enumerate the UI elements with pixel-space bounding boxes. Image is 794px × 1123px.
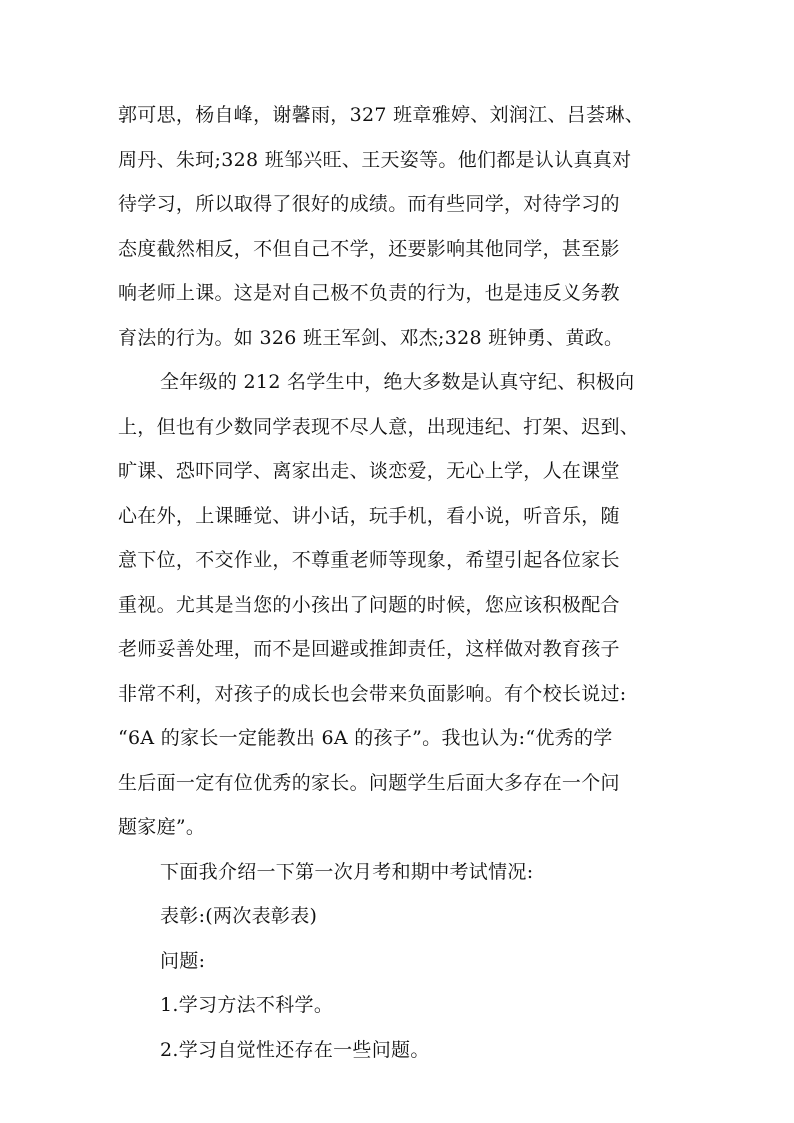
paragraph-grade-overview [118, 360, 688, 850]
text-line: 上，但也有少数同学表现不尽人意，出现违纪、打架、迟到、 [118, 415, 640, 438]
text-line: 育法的行为。如 326 班王军剑、邓杰;328 班钟勇、黄政。 [118, 326, 624, 349]
text-line: 响老师上课。这是对自己极不负责的行为，也是违反义务教 [118, 282, 620, 304]
text-line: 郭可思，杨自峰，谢馨雨，327 班章雅婷、刘润江、吕荟琳、 [118, 104, 645, 126]
text-line: 表彰:(两次表彰表) [160, 905, 318, 927]
text-line: 旷课、恐吓同学、离家出走、谈恋爱，无心上学，人在课堂 [118, 460, 620, 482]
text-line: “6A 的家长一定能教出 6A 的孩子”。我也认为:“优秀的学 [118, 727, 613, 749]
document-body [118, 93, 688, 1072]
text-line: 意下位，不交作业，不尊重老师等现象，希望引起各位家长 [118, 549, 620, 571]
paragraph-study-attitude [118, 93, 688, 360]
text-line: 态度截然相反，不但自己不学，还要影响其他同学，甚至影 [118, 237, 620, 260]
text-line: 2.学习自觉性还存在一些问题。 [160, 1038, 430, 1061]
text-line: 下面我介绍一下第一次月考和期中考试情况: [160, 860, 534, 883]
text-line: 周丹、朱珂;328 班邹兴旺、王天姿等。他们都是认认真真对 [118, 148, 632, 171]
text-line: 非常不利，对孩子的成长也会带来负面影响。有个校长说过: [118, 682, 627, 705]
paragraph-commendation [118, 894, 688, 939]
text-line: 1.学习方法不科学。 [160, 994, 334, 1016]
list-item-problem-1 [118, 983, 688, 1028]
text-line: 全年级的 212 名学生中，绝大多数是认真守纪、积极向 [160, 371, 635, 393]
text-line: 重视。尤其是当您的小孩出了问题的时候，您应该积极配合 [118, 593, 620, 616]
text-line: 题家庭”。 [118, 816, 206, 838]
text-line: 心在外，上课睡觉、讲小话，玩手机，看小说，听音乐，随 [118, 504, 620, 527]
paragraph-exam-intro [118, 850, 688, 895]
text-line: 待学习，所以取得了很好的成绩。而有些同学，对待学习的 [118, 193, 620, 215]
text-line: 问题: [160, 949, 206, 972]
paragraph-problems-heading [118, 939, 688, 984]
list-item-problem-2 [118, 1028, 688, 1073]
text-line: 生后面一定有位优秀的家长。问题学生后面大多存在一个问 [118, 771, 620, 794]
text-line: 老师妥善处理，而不是回避或推卸责任，这样做对教育孩子 [118, 638, 620, 660]
